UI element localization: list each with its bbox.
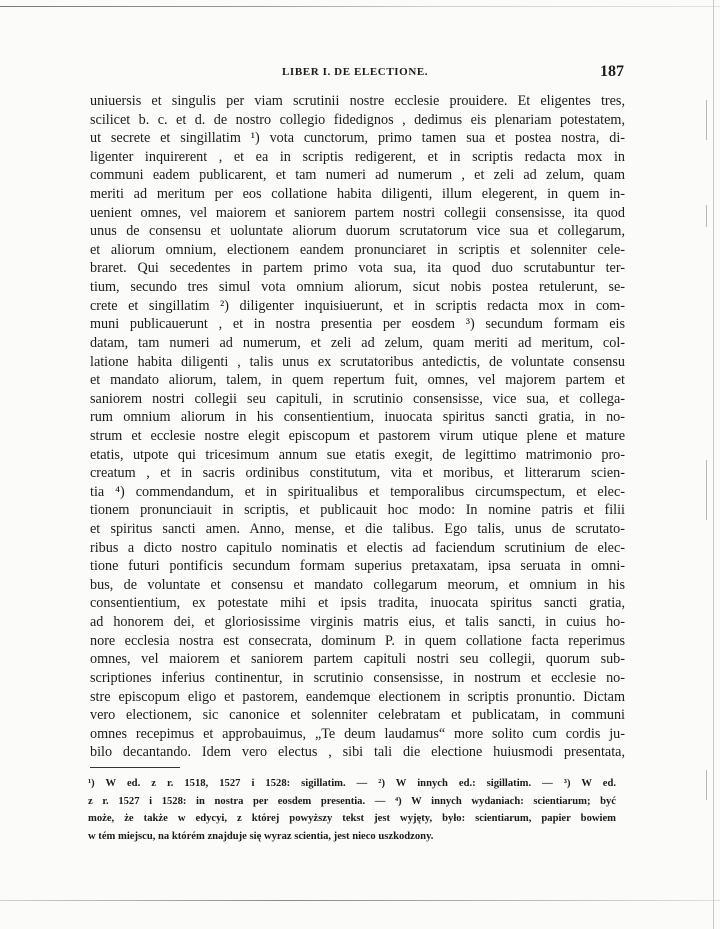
body-line: vero electionem, sic canonice et solenniter celebratam et publicatam, in communi [90, 707, 625, 724]
body-line: etatis, utpote qui tricesimum annum sue etatis exegit, de legittimo matrimonio pro- [90, 446, 625, 463]
running-head [0, 63, 720, 82]
running-title: LIBER I. DE ELECTIONE. [282, 66, 429, 78]
margin-mark [706, 100, 707, 140]
page-top-edge [0, 6, 720, 7]
body-line: omnes recepimus et approbauimus, „Te deum laudamus“ more solito cum cordis ju- [90, 725, 625, 742]
body-line: rum omnium aliorum in his consentientium, inuocata spiritus sancti gratia, in no- [90, 409, 625, 426]
body-line: strum et ecclesie nostre elegit episcopum et pastorem virum utique plene et mature [90, 427, 625, 444]
body-line: communi eadem publicarent, et tam numeri ad numerum , et zeli ad zelum, quam [90, 167, 625, 184]
body-line: bilo decantando. Idem vero electus , sibi tali die electione huiusmodi presentata, [90, 744, 625, 761]
body-line: et spiritus sancti amen. Anno, mense, et die talibus. Ego talis, unus de scrutato- [90, 521, 625, 538]
body-line: unus de consensu et uoluntate aliorum duorum scrutatorum vice sua et collegarum, [90, 223, 625, 240]
body-line: muni publicauerunt , et in nostra presentia per eosdem ³) secundum formam eis [90, 316, 625, 333]
body-line: et aliorum omnium, electionem eandem pronunciaret in scriptis et solenniter cele- [90, 241, 625, 258]
body-line: creatum , et in sacris ordinibus constitutum, vita et moribus, et litterarum scien- [90, 465, 625, 482]
body-line: tionem pronunciauit in scriptis, et publicauit hoc modo: In nomine patris et filii [90, 502, 625, 519]
body-line: ligenter inquirerent , et ea in scriptis redigerent, et in scriptis redacta mox in [90, 148, 625, 165]
body-line: tium, secundo tres simul vota omnium aliorum, sicut nobis postea retulerunt, se- [90, 279, 625, 296]
page-number: 187 [600, 63, 624, 80]
margin-mark [706, 460, 707, 520]
margin-mark [706, 205, 707, 227]
margin-mark [706, 770, 707, 800]
body-line: crete et singillatim ²) diligenter inquisiuerunt, et in scriptis redacta mox in com- [90, 297, 625, 314]
page-bottom-edge [0, 900, 720, 901]
body-line: nore ecclesia nostra est consecrata, dominum P. in quem collatione facta reperimus [90, 632, 625, 649]
body-line: bus, de voluntate et consensu et mandato collegarum meorum, et omnium in his [90, 576, 625, 593]
footnotes [88, 775, 616, 845]
body-line: scriptiones inferius continentur, in scrutinio consensisse, in nostrum et ecclesie no- [90, 669, 625, 686]
body-line: ut secrete et singillatim ¹) vota cunctorum, primo tamen sua et postea nostra, di- [90, 130, 625, 147]
footnote-line: może, że także w edycyi, z której powyższy tekst jest wyjęty, było: scientiarum, papier bowiem [88, 813, 616, 825]
body-line: meriti ad meritum per eos collatione habita diligenti, illum elegerent, in quem in- [90, 186, 625, 203]
body-line: uenient omnes, vel maiorem et saniorem partem nostri collegii consensisse, ita quod [90, 204, 625, 221]
body-line: saniorem nostri collegii seu capituli, in scrutinio consensisse, vice sua, et collega- [90, 390, 625, 407]
footnote-separator [90, 767, 180, 768]
body-line: uniuersis et singulis per viam scrutinii nostre ecclesie prouidere. Et eligentes tres, [90, 93, 625, 109]
footnote-line: w tém miejscu, na którém znajduje się wyraz scientia, jest nieco uszkodzony. [88, 830, 434, 842]
body-line: omnes, vel maiorem et saniorem partem capituli nostri seu collegii, quorum sub- [90, 651, 625, 668]
body-text [90, 92, 625, 762]
body-line: ad honorem dei, et gloriosissime virginis matris eius, et talis sancti, in cuius ho- [90, 614, 625, 631]
page-right-edge [713, 0, 714, 929]
body-line: et mandato aliorum, talem, in quem repertum fuit, omnes, vel majorem partem et [90, 372, 625, 389]
footnote-line: z r. 1527 i 1528: in nostra per eosdem presentia. — ⁴) W innych wydaniach: scientiarum; być [88, 795, 616, 807]
body-line: tia ⁴) commendandum, et in spiritualibus et temporalibus circumspectum, et elec- [90, 483, 625, 500]
body-line: braret. Qui secedentes in partem primo vota sua, ita quod duo scrutabuntur ter- [90, 260, 625, 277]
body-line: datam, tam numeri ad numerum, et zeli ad zelum, quam meriti ad meritum, col- [90, 334, 625, 351]
body-line: ribus a dicto nostro capitulo nominatis et electis ad faciendum scrutinium de elec- [90, 539, 625, 556]
body-line: tione futuri pontificis secundum formam superius pretaxatam, ipsa seruata in omni- [90, 558, 625, 575]
footnote-line: ¹) W ed. z r. 1518, 1527 i 1528: sigillatim. — ²) W innych ed.: sigillatim. — ³) W ed. [88, 778, 616, 789]
body-line: latione habita diligenti , talis unus ex scrutatoribus antedictis, de voluntate consensu [90, 353, 625, 370]
body-line: scilicet b. c. et d. de nostro collegio fidedignos , dedimus eis plenariam potestatem, [90, 111, 625, 128]
body-line: stre episcopum eligo et pastorem, eandemque electionem in scriptis pronuntio. Dictam [90, 688, 625, 705]
body-line: consentientium, ex potestate mihi et ipsis tradita, inuocata spiritus sancti gratia, [90, 595, 625, 612]
